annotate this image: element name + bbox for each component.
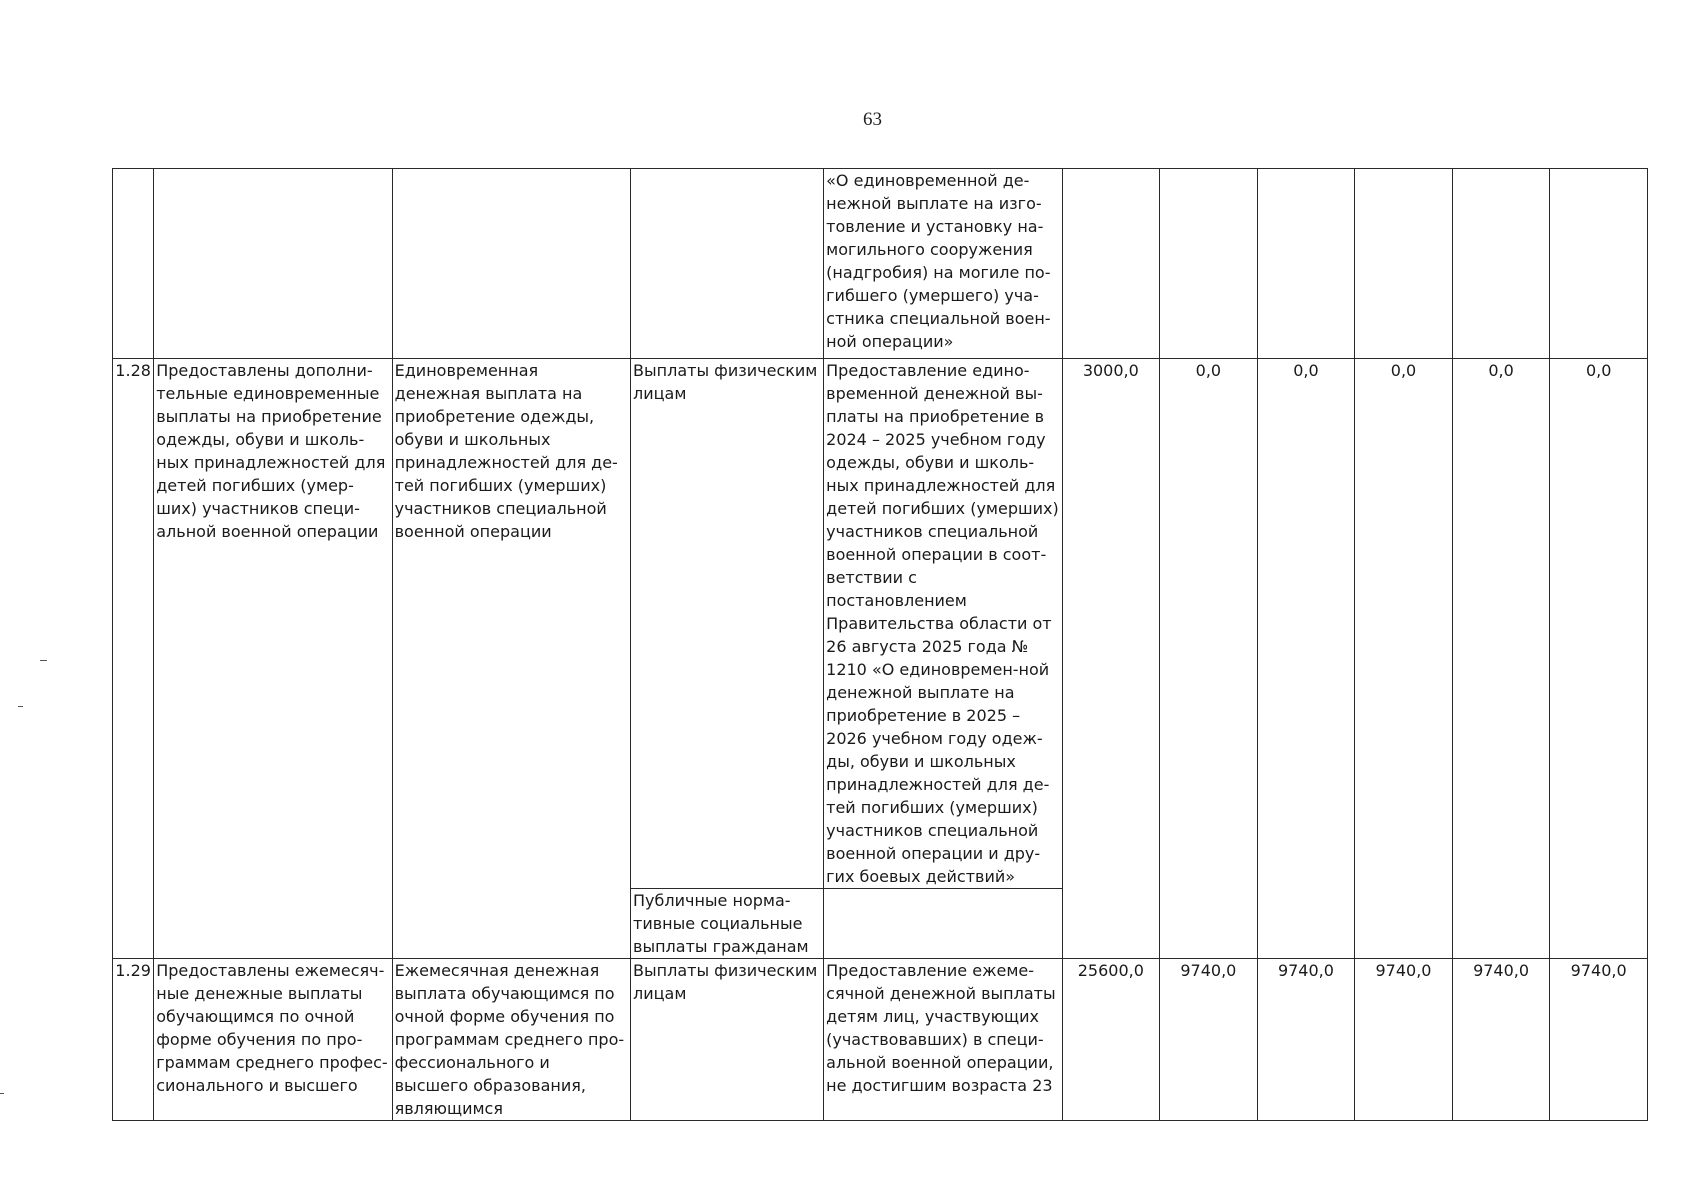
value-cell xyxy=(1550,169,1648,359)
budget-table xyxy=(112,168,1648,1121)
value-cell xyxy=(1355,169,1453,359)
page-number: 63 xyxy=(863,109,882,130)
value-cell: 9740,0 xyxy=(1355,959,1453,1121)
result-cell: Предоставлены дополни-тельные единовременные выплаты на приобретение одежды, обуви и школь-ных принадлежностей для детей погибших (умер-ших) участников специ-альной военной операции xyxy=(154,359,392,959)
event-cell xyxy=(392,169,630,359)
type-cell: Публичные норма-тивные социальные выплаты гражданам xyxy=(631,889,824,959)
result-cell xyxy=(154,169,392,359)
value-cell: 0,0 xyxy=(1355,359,1453,959)
basis-cell: Предоставление едино-временной денежной вы-платы на приобретение в 2024 – 2025 учебном году одежды, обуви и школь-ных принадлежностей для детей погибших (умерших) участников специальной военной операции в соот-ветствии с постановлением Правительства области от 26 августа 2025 года № 1210 «О единовремен-ной денежной выплате на приобретение в 2025 – 2026 учебном году одеж-ды, обуви и школьных принадлежностей для де-тей погибших (умерших) участников специальной военной операции и дру-гих боевых действий» xyxy=(824,359,1062,889)
result-cell: Предоставлены ежемесяч-ные денежные выплаты обучающимся по очной форме обучения по про-граммам среднего профес-сионального и высшего xyxy=(154,959,392,1121)
event-cell: Ежемесячная денежная выплата обучающимся по очной форме обучения по программам среднего про-фессионального и высшего образования, являющимся xyxy=(392,959,630,1121)
table-row xyxy=(113,359,1648,889)
value-cell: 9740,0 xyxy=(1160,959,1258,1121)
table-row xyxy=(113,169,1648,359)
value-cell xyxy=(1062,169,1160,359)
value-cell: 25600,0 xyxy=(1062,959,1160,1121)
value-cell: 0,0 xyxy=(1550,359,1648,959)
row-number: 1.28 xyxy=(113,359,154,959)
value-cell: 0,0 xyxy=(1257,359,1355,959)
value-cell: 9740,0 xyxy=(1257,959,1355,1121)
type-cell xyxy=(631,169,824,359)
row-number xyxy=(113,169,154,359)
value-cell: 9740,0 xyxy=(1550,959,1648,1121)
value-cell xyxy=(1160,169,1258,359)
scan-speck xyxy=(18,706,23,707)
value-cell: 0,0 xyxy=(1452,359,1550,959)
value-cell: 0,0 xyxy=(1160,359,1258,959)
value-cell: 3000,0 xyxy=(1062,359,1160,959)
basis-cell: Предоставление ежеме-сячной денежной выплаты детям лиц, участвующих (участвовавших) в специ-альной военной операции, не достигшим возраста 23 xyxy=(824,959,1062,1121)
value-cell xyxy=(1257,169,1355,359)
value-cell: 9740,0 xyxy=(1452,959,1550,1121)
table-row xyxy=(113,959,1648,1121)
row-number: 1.29 xyxy=(113,959,154,1121)
value-cell xyxy=(1452,169,1550,359)
basis-cell xyxy=(824,889,1062,959)
event-cell: Единовременная денежная выплата на приобретение одежды, обуви и школьных принадлежностей для де-тей погибших (умерших) участников специальной военной операции xyxy=(392,359,630,959)
type-cell: Выплаты физическим лицам xyxy=(631,959,824,1121)
scan-speck xyxy=(40,660,47,661)
scan-speck xyxy=(0,1093,4,1094)
type-cell: Выплаты физическим лицам xyxy=(631,359,824,889)
basis-cell: «О единовременной де-нежной выплате на изго-товление и установку на-могильного сооружения (надгробия) на могиле по-гибшего (умершего) уча-стника специальной воен-ной операции» xyxy=(824,169,1062,359)
